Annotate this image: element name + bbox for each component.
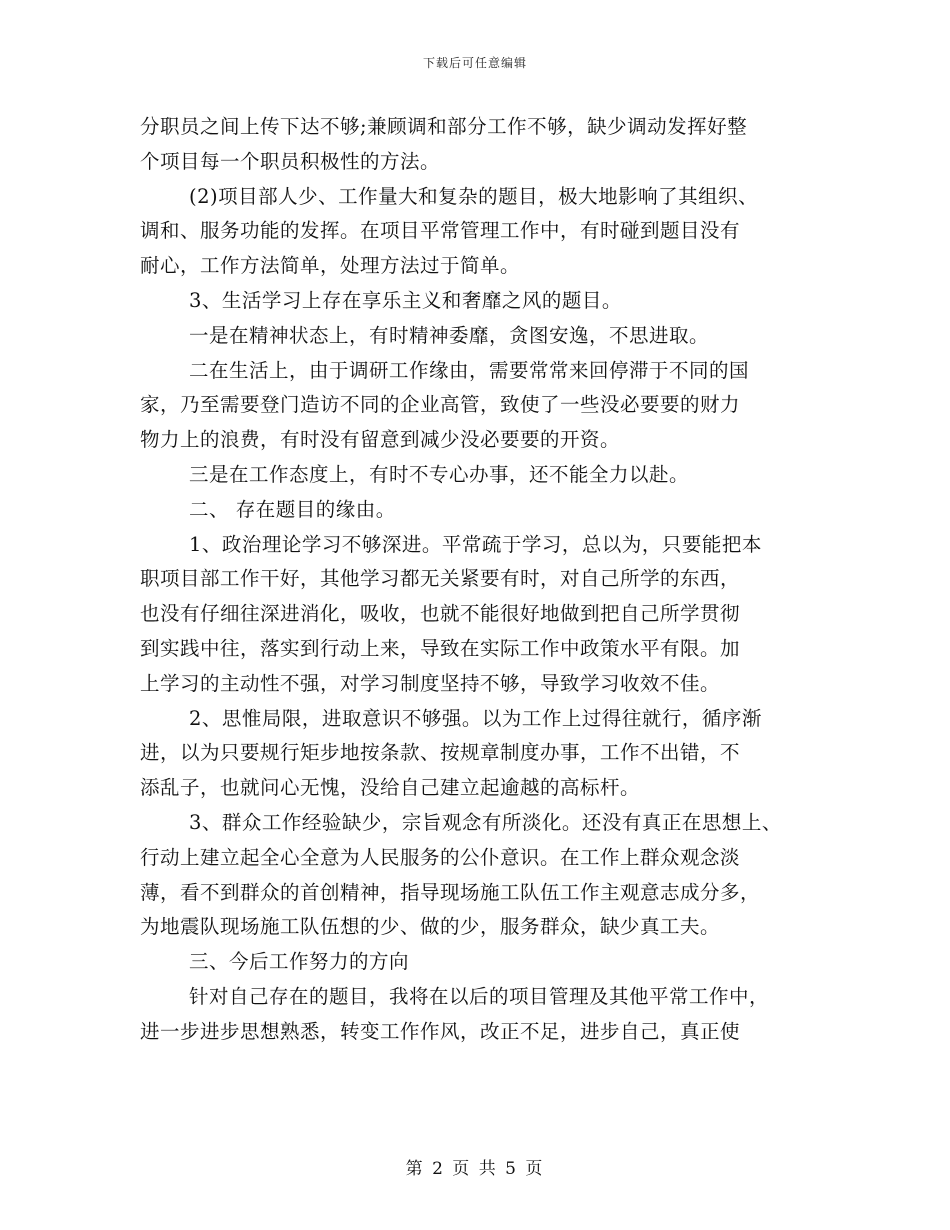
page-header: 下载后可任意编辑 [422,56,527,70]
text-line: 到实践中往，落实到行动上来，导致在实际工作中政策水平有限。加 [140,636,741,660]
text-line: 物力上的浪费，有时没有留意到减少没必要要的开资。 [140,428,621,452]
text-line: 家，乃至需要登门造访不同的企业高管，致使了一些没必要要的财力 [140,393,741,417]
text-line: 三是在工作态度上，有时不专心办事，还不能全力以赴。 [189,462,690,486]
document-body [140,110,820,1050]
text-line: 一是在精神状态上，有时精神委靡，贪图安逸，不思进取。 [189,323,710,347]
text-line: 添乱子，也就问心无愧，没给自己建立起逾越的高标杆。 [140,776,641,800]
text-line: 上学习的主动性不强，对学习制度坚持不够，导致学习收效不佳。 [140,671,721,695]
text-line: 2、思惟局限，进取意识不够强。以为工作上过得往就行，循序渐 [189,706,762,730]
text-line: 为地震队现场施工队伍想的少、做的少，服务群众，缺少真工夫。 [140,915,721,939]
text-line: 针对自己存在的题目，我将在以后的项目管理及其他平常工作中， [189,984,770,1008]
text-line: 调和、服务功能的发挥。在项目平常管理工作中，有时碰到题目没有 [140,219,741,243]
text-line: 二、 存在题目的缘由。 [189,497,396,521]
text-line: (2)项目部人少、工作量大和复杂的题目，极大地影响了其组织、 [189,184,759,208]
text-line: 三、今后工作努力的方向 [189,950,410,974]
text-line: 职项目部工作干好，其他学习都无关紧要有时，对自己所学的东西， [140,567,741,591]
text-line: 进一步进步思想熟悉，转变工作作风，改正不足，进步自己，真正使 [140,1019,741,1043]
text-line: 薄，看不到群众的首创精神，指导现场施工队伍工作主观意志成分多， [140,880,761,904]
text-line: 也没有仔细往深进消化，吸收，也就不能很好地做到把自己所学贯彻 [140,602,741,626]
text-line: 分职员之间上传下达不够;兼顾调和部分工作不够，缺少调动发挥好整 [140,115,748,138]
text-line: 3、群众工作经验缺少，宗旨观念有所淡化。还没有真正在思想上、 [189,810,782,834]
page-number-footer: 第 2 页 共 5 页 [405,1159,545,1179]
text-line: 1、政治理论学习不够深进。平常疏于学习，总以为，只要能把本 [189,532,762,556]
text-line: 耐心，工作方法简单，处理方法过于简单。 [140,254,521,278]
text-line: 个项目每一个职员积极性的方法。 [140,149,441,173]
text-line: 二在生活上，由于调研工作缘由，需要常常来回停滞于不同的国 [189,358,750,382]
text-line: 3、生活学习上存在享乐主义和奢靡之风的题目。 [189,288,622,312]
text-line: 进，以为只要规行矩步地按条款、按规章制度办事，工作不出错，不 [140,741,741,765]
text-line: 行动上建立起全心全意为人民服务的公仆意识。在工作上群众观念淡 [140,845,741,869]
